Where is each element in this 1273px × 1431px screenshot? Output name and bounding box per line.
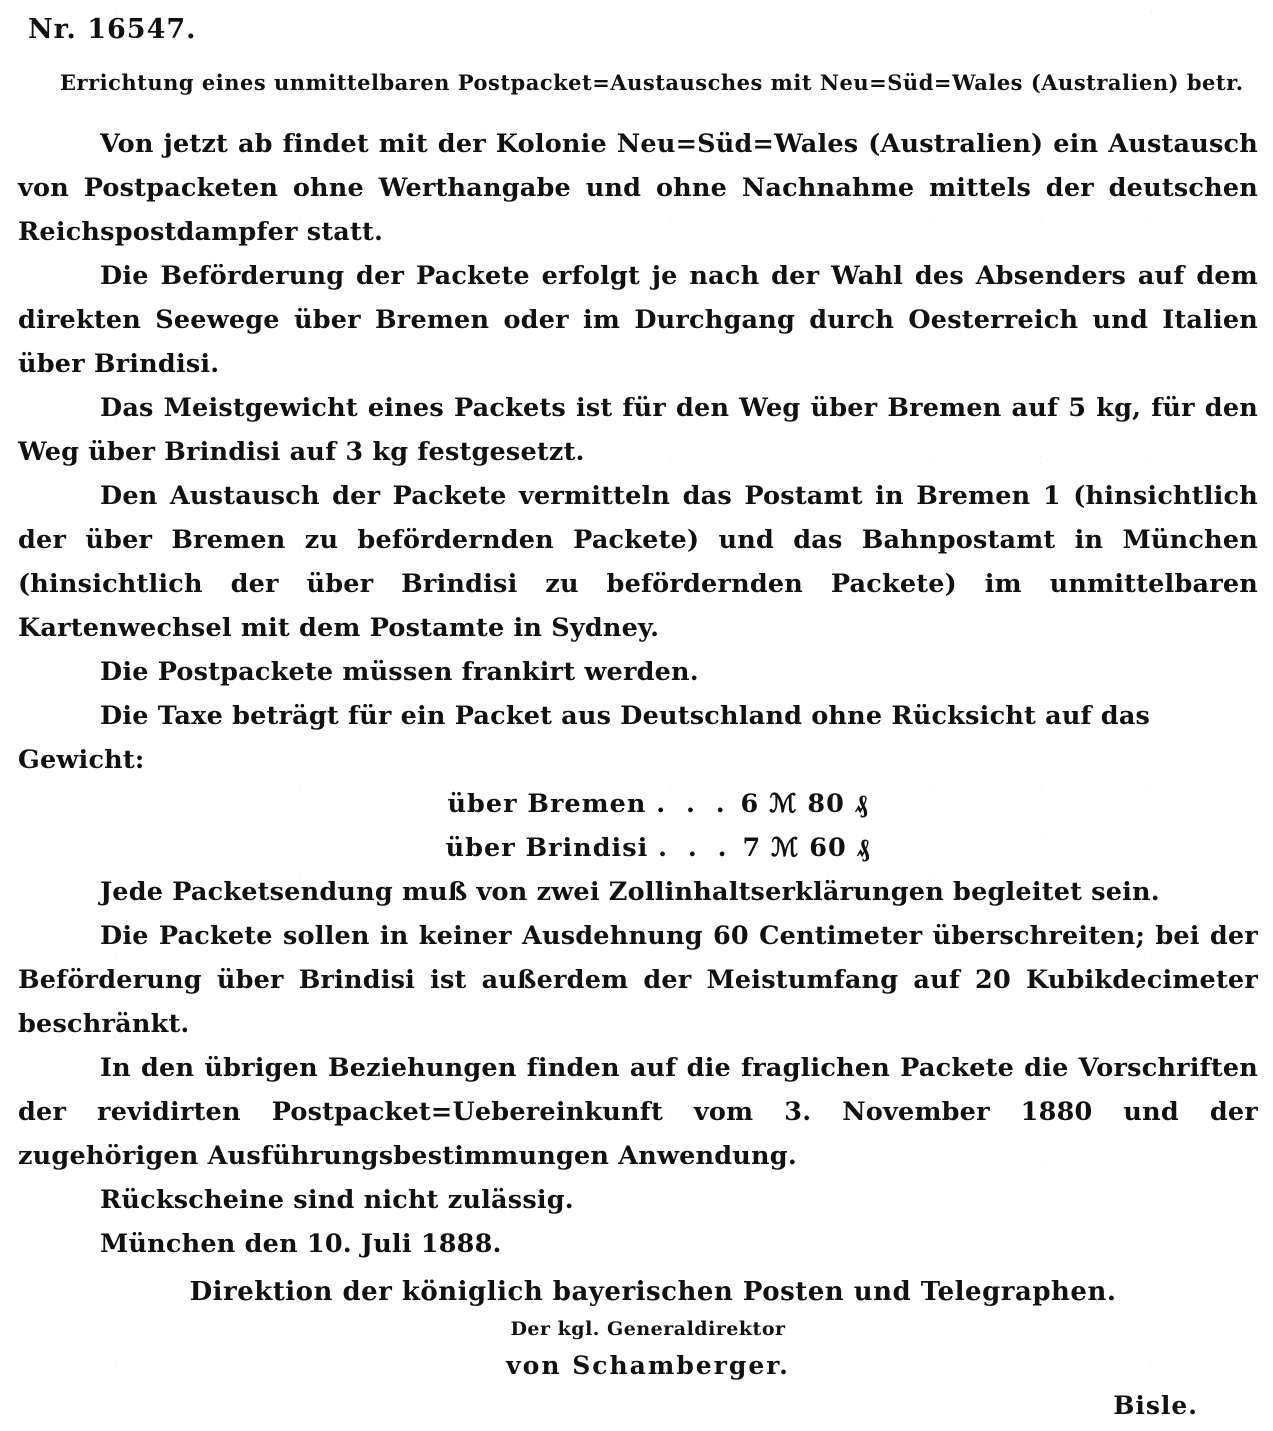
paragraph-date: München den 10. Juli 1888. xyxy=(100,1229,502,1259)
document-subject: Errichtung eines unmittelbaren Postpacket=Austausches mit Neu=Süd=Wales (Australien) betr. xyxy=(60,70,1244,95)
paragraph-8: Die Packete sollen in keiner Ausdehnung 60 Centimeter überschreiten; bei der Beförderung über Brindisi ist außerdem der Meistumfang auf 20 Kubikdecimeter beschränkt. xyxy=(18,921,1258,1039)
rate-mark-unit-brindisi: ℳ xyxy=(771,833,800,863)
rate-pfennig-brindisi: 60 xyxy=(809,833,847,863)
signature-block xyxy=(18,1272,1258,1426)
rate-pfennig-bremen: 80 xyxy=(807,789,845,819)
rate-dots-bremen: . . . xyxy=(656,789,731,819)
rate-mark-unit-bremen: ℳ xyxy=(769,789,798,819)
signature-name: von Schamberger. xyxy=(506,1351,790,1380)
signature-authority: Direktion der königlich bayerischen Posten und Telegraphen. xyxy=(189,1277,1117,1307)
signature-role: Der kgl. Generaldirektor xyxy=(510,1318,786,1340)
paragraph-2: Die Beförderung der Packete erfolgt je nach der Wahl des Absenders auf dem direkten Seewege über Bremen oder im Durchgang durch Oesterreich und Italien über Brindisi. xyxy=(18,261,1258,379)
paragraph-3: Das Meistgewicht eines Packets ist für den Weg über Bremen auf 5 kg, für den Weg über Brindisi auf 3 kg festgesetzt. xyxy=(18,393,1258,467)
document-body xyxy=(18,122,1258,1426)
rate-pfennig-unit-bremen: ₰ xyxy=(854,789,869,819)
paragraph-5: Die Postpackete müssen frankirt werden. xyxy=(100,657,699,687)
paragraph-4: Den Austausch der Packete vermitteln das Postamt in Bremen 1 (hinsichtlich der über Bremen zu befördernden Packete) und das Bahnpostamt in München (hinsichtlich der über Brindisi zu befördernden Packete) im unmittelbaren Kartenwechsel mit dem Postamte in Sydney. xyxy=(18,481,1258,643)
rate-route-brindisi: über Brindisi xyxy=(445,833,649,863)
rate-route-bremen: über Bremen xyxy=(447,789,647,819)
paragraph-9: In den übrigen Beziehungen finden auf die fraglichen Packete die Vorschriften der revidirten Postpacket=Uebereinkunft vom 3. November 1880 und der zugehörigen Ausführungsbestimmungen Anwendung. xyxy=(18,1053,1258,1171)
signature-clerk: Bisle. xyxy=(1113,1391,1198,1420)
rate-dots-brindisi: . . . xyxy=(658,833,733,863)
paragraph-7: Jede Packetsendung muß von zwei Zollinhaltserklärungen begleitet sein. xyxy=(100,877,1160,907)
rate-pfennig-unit-brindisi: ₰ xyxy=(856,833,871,863)
paragraph-1: Von jetzt ab findet mit der Kolonie Neu=Süd=Wales (Australien) ein Austausch von Postpacketen ohne Werthangabe und ohne Nachnahme mittels der deutschen Reichspostdampfer statt. xyxy=(18,129,1258,247)
paragraph-6: Die Taxe beträgt für ein Packet aus Deutschland ohne Rücksicht auf das Gewicht: xyxy=(18,701,1151,775)
rate-mark-bremen: 6 xyxy=(740,789,760,819)
rate-mark-brindisi: 7 xyxy=(742,833,762,863)
paragraph-10: Rückscheine sind nicht zulässig. xyxy=(100,1185,574,1215)
rate-row-brindisi xyxy=(18,826,1258,870)
rate-row-bremen xyxy=(18,782,1258,826)
document-number: Nr. 16547. xyxy=(28,14,197,45)
